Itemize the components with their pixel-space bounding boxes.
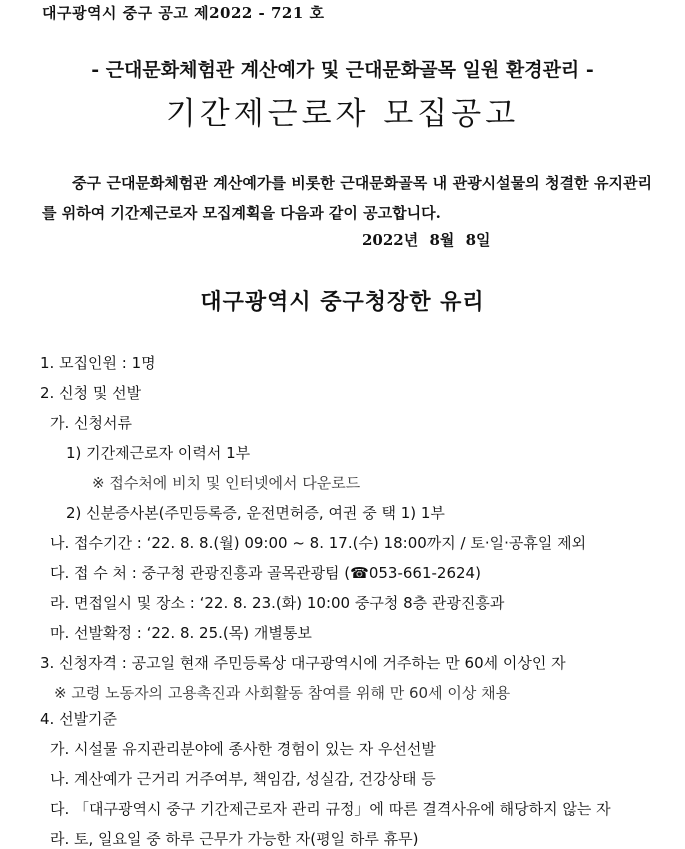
item-period: 나. 접수기간 : ‘22. 8. 8.(월) 09:00 ~ 8. 17.(수) 18:00까지 / 토·일·공휴일 제외 [50, 534, 587, 552]
item-resume: 1) 기간제근로자 이력서 1부 [66, 444, 251, 462]
intro-paragraph: 중구 근대문화체험관 계산예가를 비롯한 근대문화골목 내 관광시설물의 청결한 유지관리를 위하여 기간제근로자 모집계획을 다음과 같이 공고합니다. [42, 174, 652, 222]
notice-subtitle: - 근대문화체험관 계산예가 및 근대문화골목 일원 환경관리 - [91, 59, 594, 81]
item-confirmation: 마. 선발확정 : ‘22. 8. 25.(목) 개별통보 [50, 624, 312, 642]
section-recruit-count: 1. 모집인원 : 1명 [40, 354, 156, 372]
section-criteria: 4. 선발기준 [40, 710, 118, 728]
section-application: 2. 신청 및 선발 [40, 384, 142, 402]
item-interview: 라. 면접일시 및 장소 : ‘22. 8. 23.(화) 10:00 중구청 8층 관광진흥과 [50, 594, 505, 612]
note-download: ※ 접수처에 비치 및 인터넷에서 다운로드 [92, 474, 361, 492]
notice-date: 2022년 8월 8일 [362, 231, 491, 249]
item-office: 다. 접 수 처 : 중구청 관광진흥과 골목관광팀 (☎053-661-2624) [50, 564, 481, 582]
item-documents: 가. 신청서류 [50, 414, 132, 432]
item-id-copy: 2) 신분증사본(주민등록증, 운전면허증, 여권 중 택 1) 1부 [66, 504, 445, 522]
section-eligibility: 3. 신청자격 : 공고일 현재 주민등록상 대구광역시에 거주하는 만 60세 이상인 자 [40, 654, 566, 672]
notice-title: 기간제근로자 모집공고 [165, 96, 520, 132]
note-age: ※ 고령 노동자의 고용촉진과 사회활동 참여를 위해 만 60세 이상 채용 [54, 684, 511, 702]
criteria-weekend: 라. 토, 일요일 중 하루 근무가 가능한 자(평일 하루 휴무) [50, 830, 419, 848]
notice-number: 대구광역시 중구 공고 제2022 - 721 호 [42, 4, 325, 22]
criteria-experience: 가. 시설물 유지관리분야에 종사한 경험이 있는 자 우선선발 [50, 740, 436, 758]
criteria-disqualification: 다. 「대구광역시 중구 기간제근로자 관리 규정」에 따른 결격사유에 해당하지 않는 자 [50, 800, 611, 818]
signer: 대구광역시 중구청장한 유리 [200, 289, 485, 315]
criteria-residence: 나. 계산예가 근거리 거주여부, 책임감, 성실감, 건강상태 등 [50, 770, 436, 788]
